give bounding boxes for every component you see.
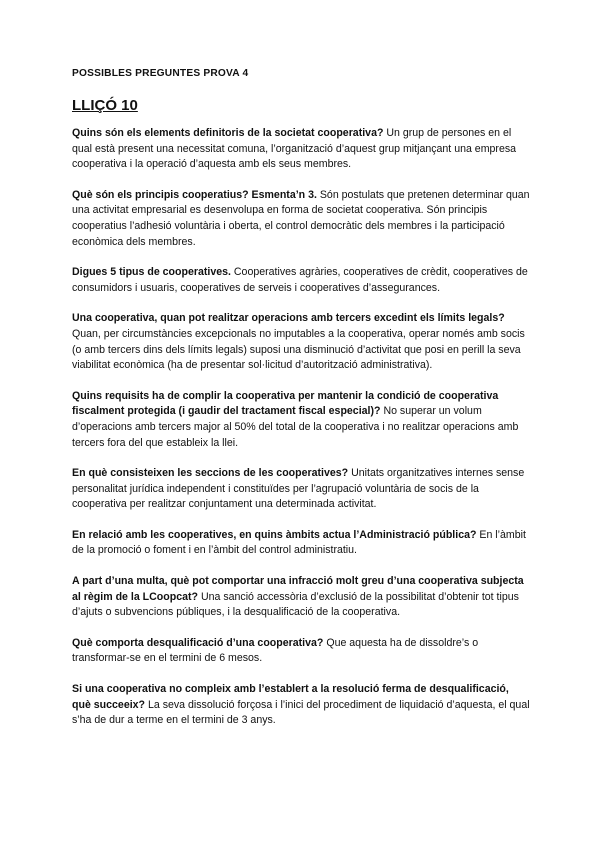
- answer-text: Una sanció accessòria d’exclusió de la possibilitat d’obtenir tot tipus d’ajuts o subvencions públiques, i la desqualificació de la cooperativa.: [72, 590, 519, 619]
- question-text: En què consisteixen les seccions de les cooperatives?: [72, 467, 349, 480]
- qa-item-3: [72, 265, 530, 296]
- qa-item-8: [72, 574, 530, 621]
- question-text: Digues 5 tipus de cooperatives.: [72, 266, 231, 279]
- question-text: A part d’una multa, què pot comportar una infracció molt greu d’una cooperativa subjecta al règim de la LCoopcat?: [72, 575, 524, 603]
- question-text: Si una cooperativa no compleix amb l’establert a la resolució ferma de desqualificació, què succeeix?: [72, 683, 509, 711]
- qa-item-7: [72, 528, 530, 559]
- answer-text: Que aquesta ha de dissoldre’s o transformar-se en el termini de 6 mesos.: [72, 636, 479, 665]
- question-text: Quins requisits ha de complir la cooperativa per mantenir la condició de cooperativa fiscalment protegida (i gaudir del tractament fiscal especial)?: [72, 389, 499, 418]
- question-text: En relació amb les cooperatives, en quins àmbits actua l’Administració pública?: [72, 528, 477, 541]
- qa-item-5: [72, 389, 530, 451]
- document-header: POSSIBLES PREGUNTES PROVA 4: [72, 68, 249, 79]
- qa-item-2: [72, 188, 530, 250]
- document-page: [72, 68, 530, 744]
- qa-item-10: [72, 682, 530, 729]
- lesson-title: LLIÇÓ 10: [72, 97, 138, 114]
- answer-text: Un grup de persones en el qual està present una necessitat comuna, l’organització d’aquest grup mitjançant una empresa cooperativa i la operació d’aquesta amb els seus membres.: [72, 127, 517, 171]
- answer-text: La seva dissolució forçosa i l’inici del procediment de liquidació d’aquesta, el qual s’ha de dur a terme en el termini de 3 anys.: [72, 698, 530, 727]
- qa-item-4: [72, 311, 530, 373]
- question-text: Què comporta desqualificació d’una cooperativa?: [72, 636, 324, 649]
- answer-text: Són postulats que pretenen determinar quan una activitat empresarial es desenvolupa en forma de societat cooperativa. Són principis cooperatius l’adhesió voluntària i oberta, el control democràtic dels membres i la participació econòmica dels membres.: [72, 188, 530, 248]
- answer-text: Cooperatives agràries, cooperatives de crèdit, cooperatives de consumidors i usuaris, cooperatives de serveis i cooperatives d’assegurances.: [72, 266, 528, 294]
- question-text: Quins són els elements definitoris de la societat cooperativa?: [72, 127, 384, 139]
- qa-item-6: [72, 466, 530, 513]
- qa-item-1: [72, 126, 530, 173]
- answer-text: Quan, per circumstàncies excepcionals no imputables a la cooperativa, operar només amb socis (o amb tercers dins dels límits legals) suposi una disminució d’activitat que posi en perill la seva viabilitat econòmica (ha de presentar sol·licitud d’autorització administrativa).: [72, 327, 525, 372]
- answer-text: En l’àmbit de la promoció o foment i en l’àmbit del control administratiu.: [72, 528, 526, 557]
- question-text: Una cooperativa, quan pot realitzar operacions amb tercers excedint els límits legals?: [72, 312, 505, 325]
- question-text: Què són els principis cooperatius? Esmenta’n 3.: [72, 188, 317, 201]
- answer-text: No superar un volum d’operacions amb tercers major al 50% del total de la cooperativa i no realitzar operacions amb tercers fora del que estableix la llei.: [72, 405, 519, 449]
- qa-item-9: [72, 636, 530, 667]
- answer-text: Unitats organitzatives internes sense personalitat jurídica independent i constituïdes per l’agrupació voluntària de socis de la cooperativa per realitzar conjuntament una determinada activitat.: [72, 467, 525, 511]
